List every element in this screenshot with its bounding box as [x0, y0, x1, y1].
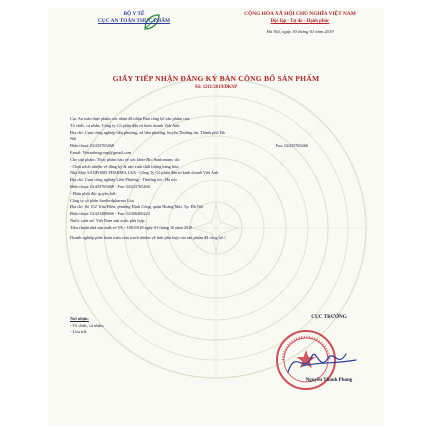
recipients-block: [70, 316, 104, 336]
signature-mark: [282, 342, 362, 382]
national-header: [216, 11, 384, 36]
country-name: CỘNG HÒA XÃ HỘI CHỦ NGHĨA VIỆT NAM: [244, 11, 356, 17]
manufacturer-phone: Điện thoại: 02433765468 - Fax: 02433765466: [70, 183, 150, 189]
document-body: [70, 116, 368, 241]
national-motto: Độc lập - Tự do - Hạnh phúc: [270, 18, 330, 24]
address-continuation: Nội: [70, 136, 77, 142]
place-date: Hà Nội, ngày 30 tháng 01 năm 2019: [266, 29, 334, 35]
signer-name: Nguyễn Thanh Phong: [305, 378, 353, 383]
recipient-item: - Tổ chức, cá nhân;: [70, 322, 104, 328]
distributor-address: Địa chỉ: Số 102 Trần Điền, phường Định Công, quận Hoàng Mai, Tp. Hà Nội: [70, 204, 204, 210]
manufacturer-line: Nhà Máy SANFORD PHARMA USA - Công Ty Cổ phần đầu tư kinh doanh Việt Anh: [70, 170, 219, 176]
address-line: Địa chỉ: Cụm công nghiệp liên phương, xã liên phương, huyện Thường tín, Thành phố Hà: [70, 129, 225, 135]
origin-line: Nước xuất xứ: Việt Nam sản xuất, phù hợp:: [70, 217, 146, 223]
issuer-header: [82, 11, 186, 26]
responsibility-line: - Chịu trách nhiệm về đăng ký & sản xuất chất lượng hàng hóa:: [70, 163, 180, 169]
distributor-heading: - Phân phối độc quyền bởi:: [70, 190, 117, 196]
intro-line: Cục An toàn thực phẩm xác nhận đã nhận Bản công bố sản phẩm của:: [70, 116, 191, 121]
commitment-line: Doanh nghiệp phải hoàn toàn chịu trách nhiệm về tính phù hợp của sản phẩm đã công bố./.: [70, 234, 227, 240]
distributor-name: Công ty cổ phần Sanfordpharma Usa: [70, 197, 134, 203]
organization-line: Tổ chức, cá nhân: Công ty Cổ phần đầu tư kinh doanh Việt Anh: [70, 122, 180, 128]
email-line: Email: Vietanhvigroup@gmail.com: [70, 149, 132, 155]
product-line: Cho sản phẩm: Thực phẩm bảo vệ sức khỏe Bio Sanfomum; do:: [70, 156, 181, 162]
contact-row: [70, 143, 368, 150]
ministry-name: BỘ Y TẾ: [123, 11, 145, 17]
distributor-phone: Điện thoại: 02423488666 - Fax: 02366406222: [70, 211, 150, 217]
document-page: [48, 8, 384, 426]
recipients-heading: Nơi nhận:: [70, 316, 89, 321]
fax-line: Fax: 02433765466: [275, 143, 308, 149]
document-title: GIẤY TIẾP NHẬN ĐĂNG KÝ BẢN CÔNG BỐ SẢN PHẨM: [112, 74, 320, 83]
reference-number: Số: 1211/2019/ĐKSP: [194, 85, 238, 90]
signatory-title: CỤC TRƯỞNG: [311, 314, 347, 320]
manufacturer-address: Địa chỉ: Cụm công nghiệp Liên Phương - Thường tín - Hà nội: [70, 177, 177, 183]
standard-line: Tiêu chuẩn nhà sản xuất số VA - 19011018 ngày 01 tháng 10 năm 2018.: [70, 224, 194, 230]
phone-line: Điện thoại: 02433765468: [70, 143, 114, 149]
agency-name: CỤC AN TOÀN THỰC PHẨM: [97, 18, 171, 25]
recipient-item: - Lưu trữ.: [70, 329, 88, 335]
